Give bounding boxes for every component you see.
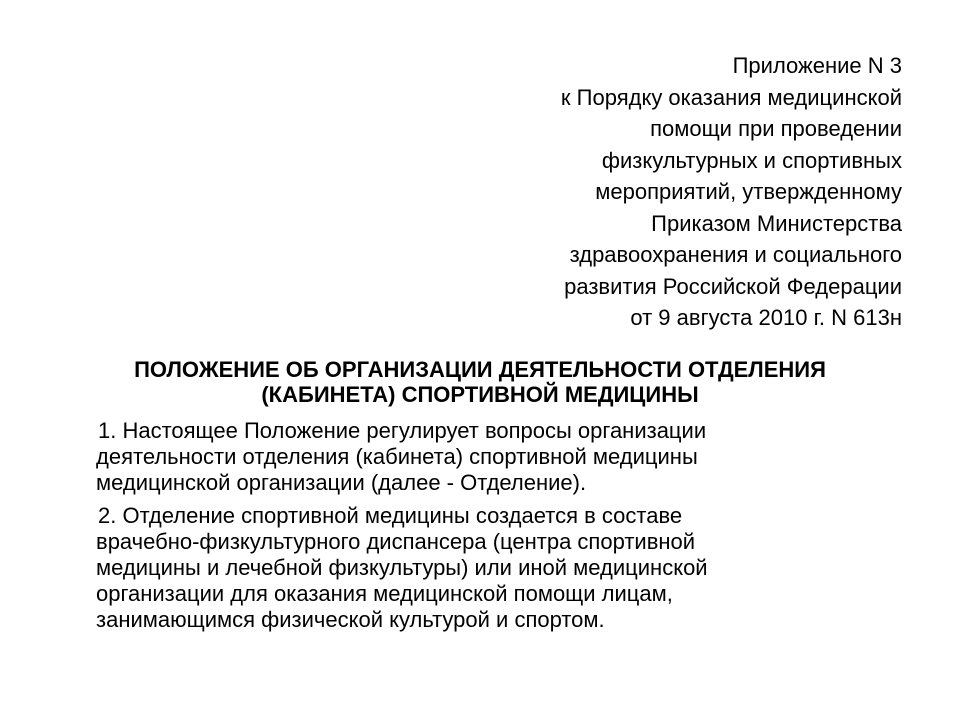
document-title-line: (КАБИНЕТА) СПОРТИВНОЙ МЕДИЦИНЫ	[261, 381, 699, 407]
appendix-line: мероприятий, утвержденному	[595, 179, 902, 204]
paragraph-line: медицинской организации (далее - Отделение).	[96, 470, 587, 495]
document-body	[96, 418, 896, 640]
paragraph-line: занимающимся физической культурой и спортом.	[96, 607, 605, 632]
appendix-line: физкультурных и спортивных	[601, 147, 902, 173]
appendix-line: помощи при проведении	[650, 116, 902, 141]
appendix-line: к Порядку оказания медицинской	[560, 84, 902, 110]
paragraph-line: 2. Отделение спортивной медицины создается в составе	[98, 503, 683, 528]
paragraph-line: организации для оказания медицинской помощи лицам,	[96, 581, 673, 606]
appendix-line: Приказом Министерства	[651, 210, 902, 236]
paragraph-line: деятельности отделения (кабинета) спортивной медицины	[96, 444, 698, 469]
paragraph-line: медицины и лечебной физкультуры) или иной медицинской	[96, 555, 708, 580]
document-title	[40, 358, 920, 407]
appendix-line: развития Российской Федерации	[564, 273, 902, 299]
appendix-line-date: от 9 августа 2010 г. N 613н	[630, 305, 902, 330]
appendix-line: здравоохранения и социального	[569, 242, 902, 267]
appendix-line-number: Приложение N 3	[732, 53, 902, 78]
appendix-header	[422, 50, 902, 334]
paragraph-2	[96, 503, 896, 633]
paragraph-1	[96, 418, 896, 496]
paragraph-line: 1. Настоящее Положение регулирует вопросы организации	[98, 418, 707, 443]
paragraph-line: врачебно-физкультурного диспансера (центра спортивной	[96, 529, 696, 554]
document-title-line: ПОЛОЖЕНИЕ ОБ ОРГАНИЗАЦИИ ДЕЯТЕЛЬНОСТИ ОТДЕЛЕНИЯ	[134, 357, 826, 382]
